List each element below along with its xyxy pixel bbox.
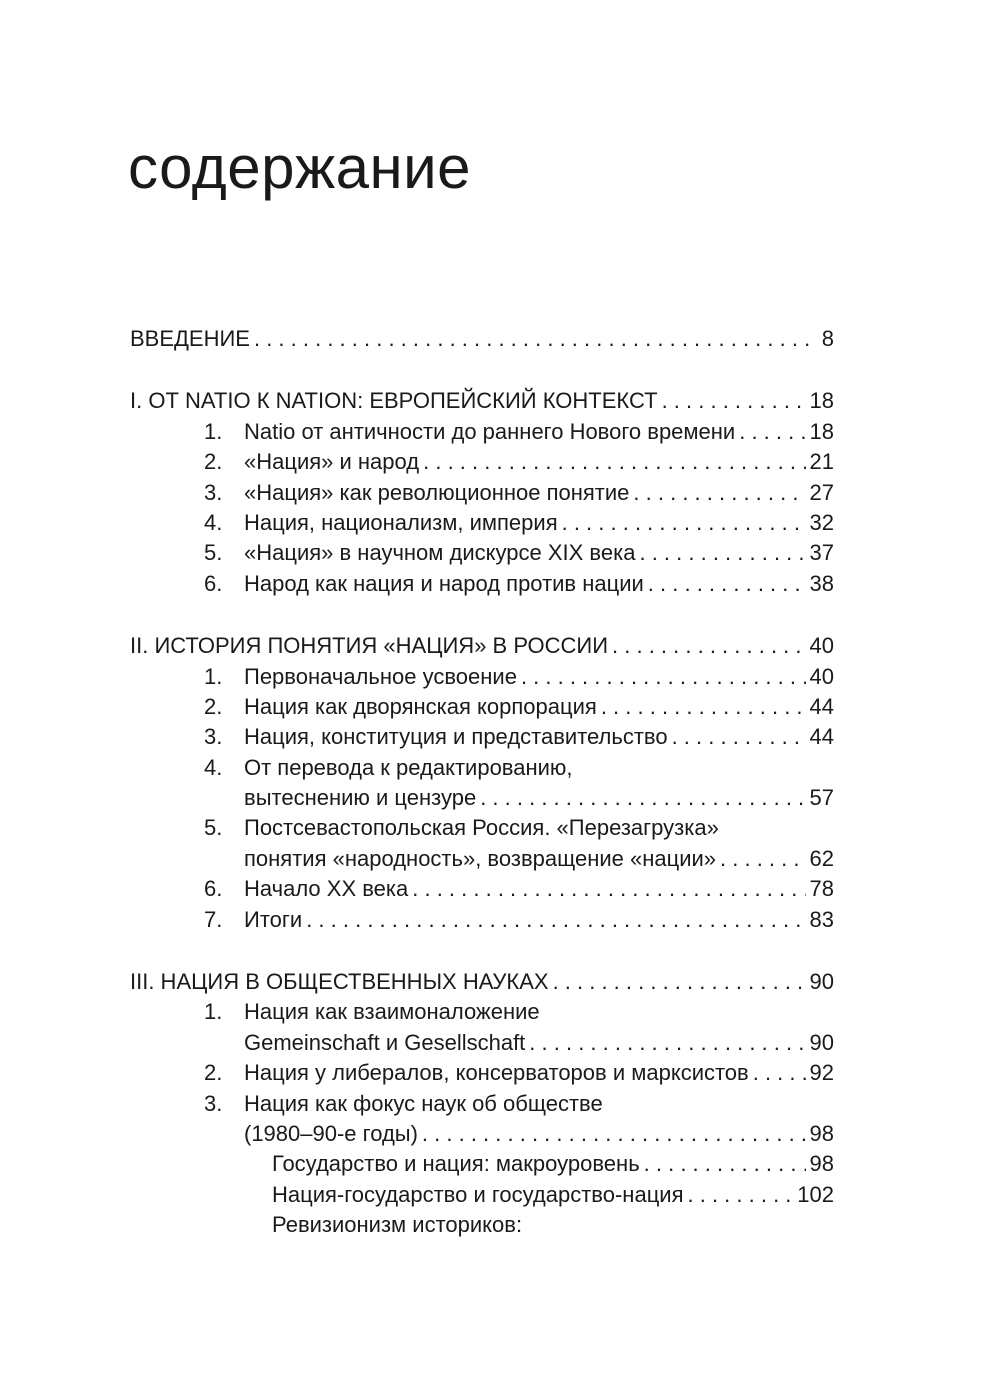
toc-item-number: 1. (204, 999, 223, 1025)
toc-item-number: 1. (204, 418, 223, 444)
dot-leader (672, 722, 806, 752)
toc-entry-title: «Нация» и народ (244, 449, 420, 475)
toc-page-number: 90 (809, 1029, 834, 1055)
toc-entry-title: Ревизионизм историков: (272, 1212, 523, 1238)
toc-entry-title-continued: (1980–90-е годы) (244, 1120, 418, 1146)
toc-page-number: 92 (809, 1060, 834, 1086)
toc-page-number: 18 (809, 418, 834, 444)
toc-section-intro (130, 324, 834, 354)
toc-page-number: 44 (809, 724, 834, 750)
toc-entry-title: «Нация» в научном дискурсе XIX века (244, 540, 636, 566)
toc-item-number: 5. (204, 815, 223, 841)
toc-entry-3-3-line-2[interactable] (130, 1119, 834, 1149)
toc-page-number: 40 (809, 663, 834, 689)
toc-entry-1-2[interactable] (130, 447, 834, 477)
toc-entry-title: II. ИСТОРИЯ ПОНЯТИЯ «НАЦИЯ» В РОССИИ (130, 633, 609, 659)
toc-entry-3-1-line-2[interactable] (130, 1028, 834, 1058)
toc-page-number: 90 (809, 969, 834, 995)
toc-page-number: 62 (809, 845, 834, 871)
toc-entry-3-1-line-1[interactable] (130, 997, 834, 1027)
toc-entry-1-3[interactable] (130, 478, 834, 508)
dot-leader (662, 386, 806, 416)
dot-leader (529, 1028, 805, 1058)
toc-entry-title: Постсевастопольская Россия. «Перезагрузка» (244, 815, 719, 841)
toc-section-part-3 (130, 967, 834, 1241)
toc-entry-title: Нация у либералов, консерваторов и марксистов (244, 1060, 749, 1086)
toc-entry-2-3[interactable] (130, 722, 834, 752)
toc-page-number: 98 (809, 1151, 834, 1177)
toc-entry-2-4-line-1[interactable] (130, 753, 834, 783)
toc-entry-1-1[interactable] (130, 417, 834, 447)
toc-entry-title: Итоги (244, 906, 303, 932)
toc-entry-title: Нация как взаимоналожение (244, 999, 540, 1025)
toc-section-part-1 (130, 386, 834, 599)
toc-entry-title: «Нация» как революционное понятие (244, 479, 630, 505)
toc-entry-intro[interactable] (130, 324, 834, 354)
dot-leader (423, 447, 805, 477)
toc-item-number: 5. (204, 540, 223, 566)
toc-item-number: 3. (204, 1090, 223, 1116)
dot-leader (521, 662, 806, 692)
dot-leader (553, 967, 806, 997)
toc-item-number: 2. (204, 1060, 223, 1086)
toc-entry-1-6[interactable] (130, 569, 834, 599)
toc-entry-2-5-line-1[interactable] (130, 813, 834, 843)
toc-entry-2-6[interactable] (130, 874, 834, 904)
toc-item-number: 2. (204, 449, 223, 475)
toc-page-number: 27 (809, 479, 834, 505)
toc-entry-title: Государство и нация: макроуровень (272, 1151, 640, 1177)
toc-page-number: 8 (821, 326, 834, 351)
toc-entry-title: Natio от античности до раннего Нового времени (244, 418, 736, 444)
toc-entry-title: Нация как фокус наук об обществе (244, 1090, 603, 1116)
toc-subentry-3-3-a[interactable] (130, 1149, 834, 1179)
toc-page-number: 32 (809, 509, 834, 535)
toc-entry-title: Начало XX века (244, 876, 409, 902)
toc-subentry-3-3-b[interactable] (130, 1180, 834, 1210)
toc-item-number: 6. (204, 876, 223, 902)
toc-entry-title-continued: понятия «народность», возвращение «нации» (244, 845, 717, 871)
toc-entry-title: Народ как нация и народ против нации (244, 570, 644, 596)
toc-page-number: 21 (809, 449, 834, 475)
toc-subentry-3-3-c[interactable] (130, 1210, 834, 1240)
toc-section-part-2 (130, 631, 834, 935)
toc-entry-2-5-line-2[interactable] (130, 844, 834, 874)
toc-page-number: 38 (809, 570, 834, 596)
toc-page-number: 102 (797, 1181, 834, 1207)
toc-entry-title: III. НАЦИЯ В ОБЩЕСТВЕННЫХ НАУКАХ (130, 969, 549, 995)
toc-item-number: 2. (204, 693, 223, 719)
toc-item-number: 1. (204, 663, 223, 689)
toc-entry-title: Первоначальное усвоение (244, 663, 517, 689)
toc-page-number: 44 (809, 693, 834, 719)
toc-item-number: 3. (204, 479, 223, 505)
toc-entry-part-1[interactable] (130, 386, 834, 416)
toc-entry-title: ВВЕДЕНИЕ (130, 326, 250, 351)
toc-page-number: 78 (809, 876, 834, 902)
toc-entry-2-4-line-2[interactable] (130, 783, 834, 813)
toc-entry-title: Нация, конституция и представительство (244, 724, 668, 750)
toc-entry-1-4[interactable] (130, 508, 834, 538)
dot-leader (648, 569, 806, 599)
toc-entry-title: Нация, национализм, империя (244, 509, 558, 535)
toc-page-number: 57 (809, 785, 834, 811)
dot-leader (612, 631, 805, 661)
toc-page-number: 18 (809, 388, 834, 414)
dot-leader (720, 844, 806, 874)
dot-leader (639, 538, 805, 568)
toc-item-number: 3. (204, 724, 223, 750)
page-title: содержание (128, 134, 471, 201)
toc-entry-3-3-line-1[interactable] (130, 1089, 834, 1119)
dot-leader (739, 417, 805, 447)
toc-entry-title: Нация-государство и государство-нация (272, 1181, 684, 1207)
toc-entry-title-continued: вытеснению и цензуре (244, 785, 477, 811)
dot-leader (480, 783, 805, 813)
toc-page-number: 98 (809, 1120, 834, 1146)
toc-page-number: 37 (809, 540, 834, 566)
dot-leader (688, 1180, 794, 1210)
dot-leader (422, 1119, 806, 1149)
dot-leader (644, 1149, 806, 1179)
toc-entry-1-5[interactable] (130, 538, 834, 568)
dot-leader (633, 478, 805, 508)
toc-entry-title: Нация как дворянская корпорация (244, 693, 597, 719)
toc-item-number: 4. (204, 754, 223, 780)
dot-leader (306, 905, 805, 935)
toc-page-number: 83 (809, 906, 834, 932)
toc-item-number: 7. (204, 906, 223, 932)
toc-item-number: 4. (204, 509, 223, 535)
toc-entry-2-1[interactable] (130, 662, 834, 692)
dot-leader (412, 874, 805, 904)
toc-entry-part-2[interactable] (130, 631, 834, 661)
toc-entry-title-continued: Gemeinschaft и Gesellschaft (244, 1029, 526, 1055)
dot-leader (562, 508, 806, 538)
toc-entry-2-7[interactable] (130, 905, 834, 935)
toc-item-number: 6. (204, 570, 223, 596)
toc-page-number: 40 (809, 633, 834, 659)
toc-entry-title: I. ОТ NATIO К NATION: ЕВРОПЕЙСКИЙ КОНТЕКСТ (130, 388, 658, 414)
toc-entry-2-2[interactable] (130, 692, 834, 722)
dot-leader (254, 324, 818, 354)
toc-entry-3-2[interactable] (130, 1058, 834, 1088)
toc-entry-part-3[interactable] (130, 967, 834, 997)
dot-leader (601, 692, 806, 722)
table-of-contents (130, 324, 834, 1273)
toc-entry-title: От перевода к редактированию, (244, 754, 573, 780)
dot-leader (753, 1058, 806, 1088)
